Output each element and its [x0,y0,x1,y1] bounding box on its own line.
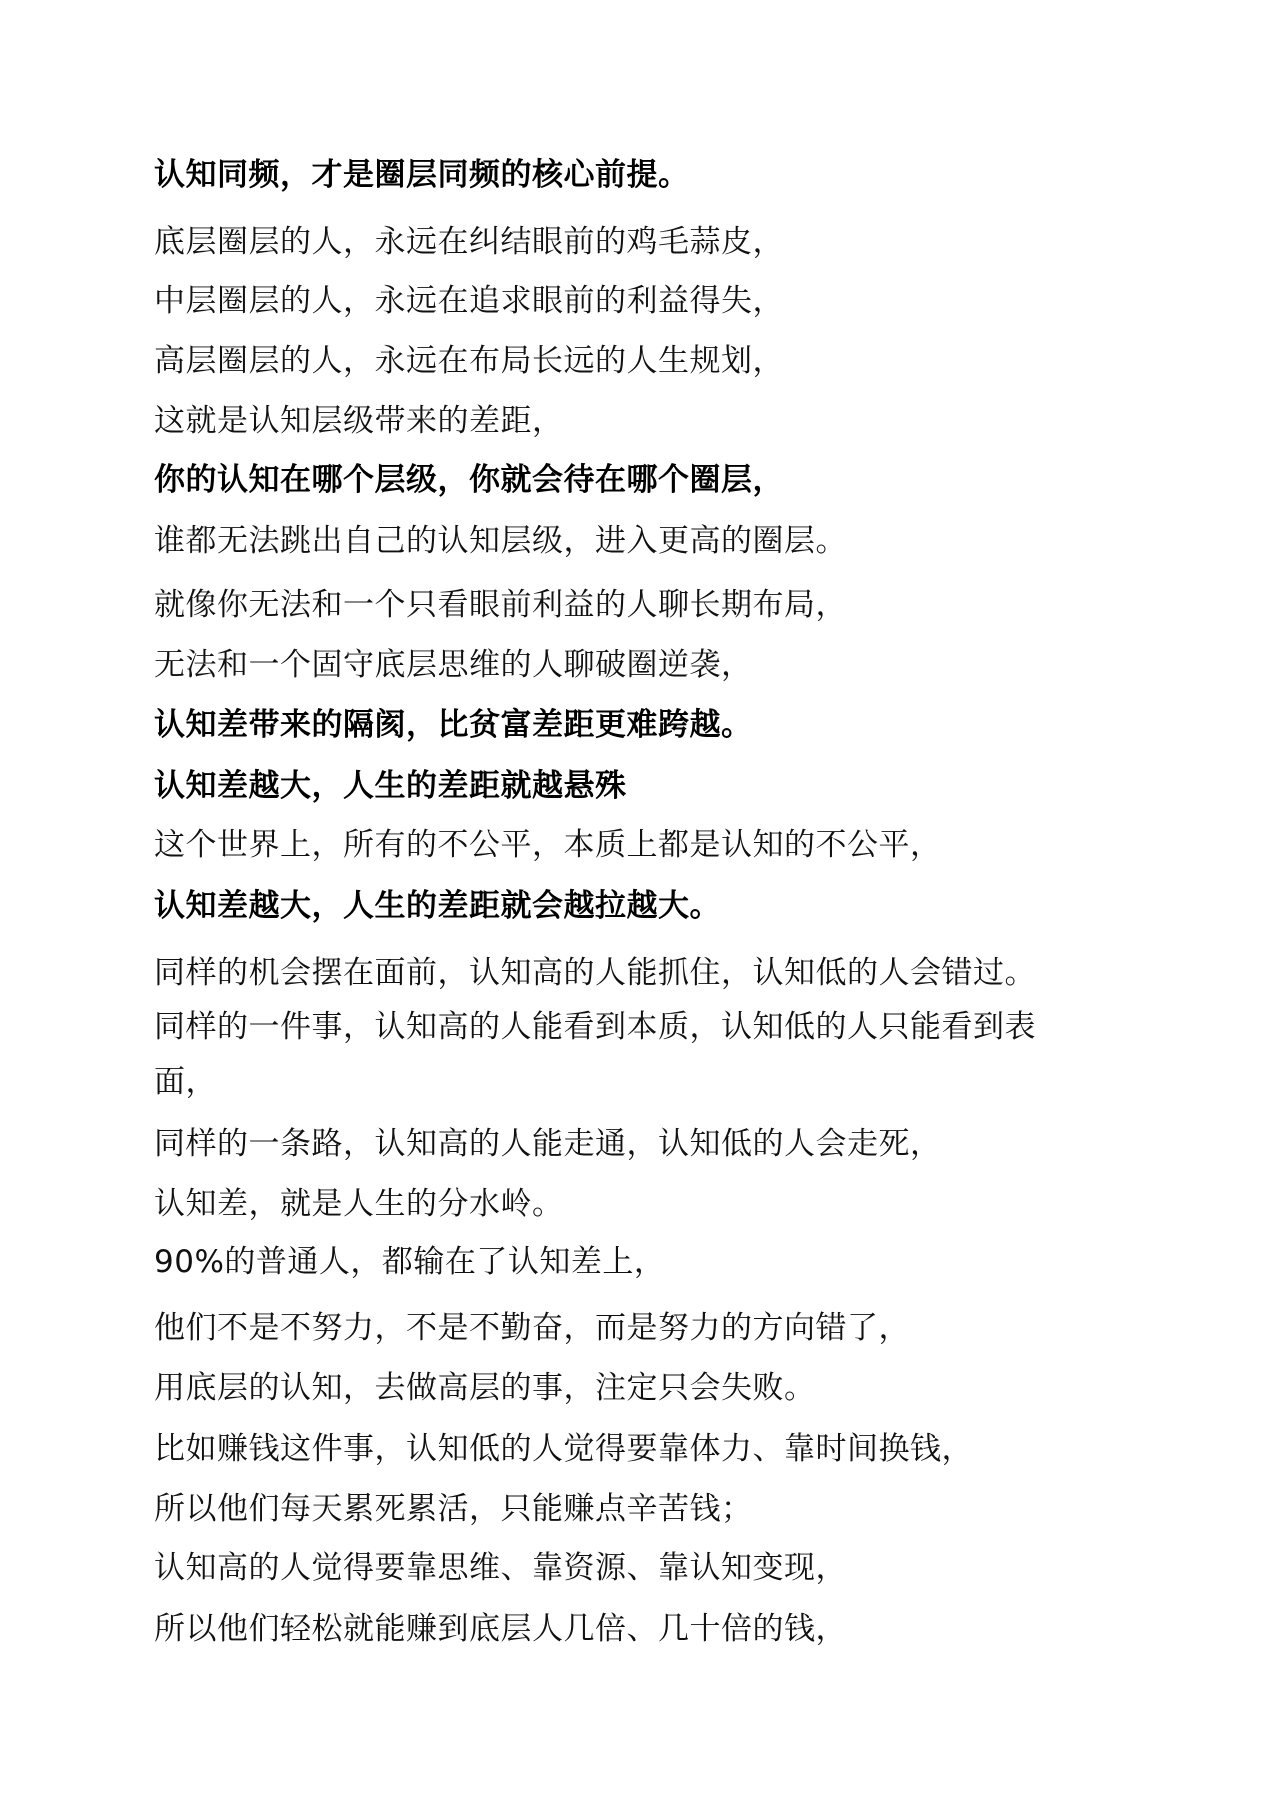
text-line-12: 这个世界上，所有的不公平，本质上都是认知的不公平， [154,827,942,863]
text-line-7: 谁都无法跳出自己的认知层级，进入更高的圈层。 [154,523,847,559]
text-line-6: 你的认知在哪个层级，你就会待在哪个圈层， [154,462,784,498]
text-line-1: 认知同频，才是圈层同频的核心前提。 [154,157,690,193]
text-line-24: 认知高的人觉得要靠思维、靠资源、靠认知变现， [154,1550,847,1586]
text-line-14: 同样的机会摆在面前，认知高的人能抓住，认知低的人会错过。 [154,955,1036,991]
text-line-8: 就像你无法和一个只看眼前利益的人聊长期布局， [154,587,847,623]
text-line-5: 这就是认知层级带来的差距， [154,403,564,439]
text-line-11: 认知差越大，人生的差距就越悬殊 [154,768,627,804]
text-line-19: 90%的普通人，都输在了认知差上， [154,1244,666,1280]
text-line-21: 用底层的认知，去做高层的事，注定只会失败。 [154,1370,816,1406]
text-line-23: 所以他们每天累死累活，只能赚点辛苦钱； [154,1491,753,1527]
text-line-4: 高层圈层的人，永远在布局长远的人生规划， [154,343,784,379]
text-line-3: 中层圈层的人，永远在追求眼前的利益得失， [154,283,784,319]
text-line-22: 比如赚钱这件事，认知低的人觉得要靠体力、靠时间换钱， [154,1431,973,1467]
text-line-20: 他们不是不努力，不是不勤奋，而是努力的方向错了， [154,1310,910,1346]
text-line-15: 同样的一件事，认知高的人能看到本质，认知低的人只能看到表 [154,1009,1036,1045]
text-line-2: 底层圈层的人，永远在纠结眼前的鸡毛蒜皮， [154,224,784,260]
text-line-17: 同样的一条路，认知高的人能走通，认知低的人会走死， [154,1126,942,1162]
text-line-13: 认知差越大，人生的差距就会越拉越大。 [154,888,721,924]
text-line-9: 无法和一个固守底层思维的人聊破圈逆袭， [154,647,753,683]
text-line-25: 所以他们轻松就能赚到底层人几倍、几十倍的钱， [154,1611,847,1647]
text-line-18: 认知差，就是人生的分水岭。 [154,1186,564,1222]
text-line-16: 面， [154,1064,217,1100]
text-line-10: 认知差带来的隔阂，比贫富差距更难跨越。 [154,707,753,743]
